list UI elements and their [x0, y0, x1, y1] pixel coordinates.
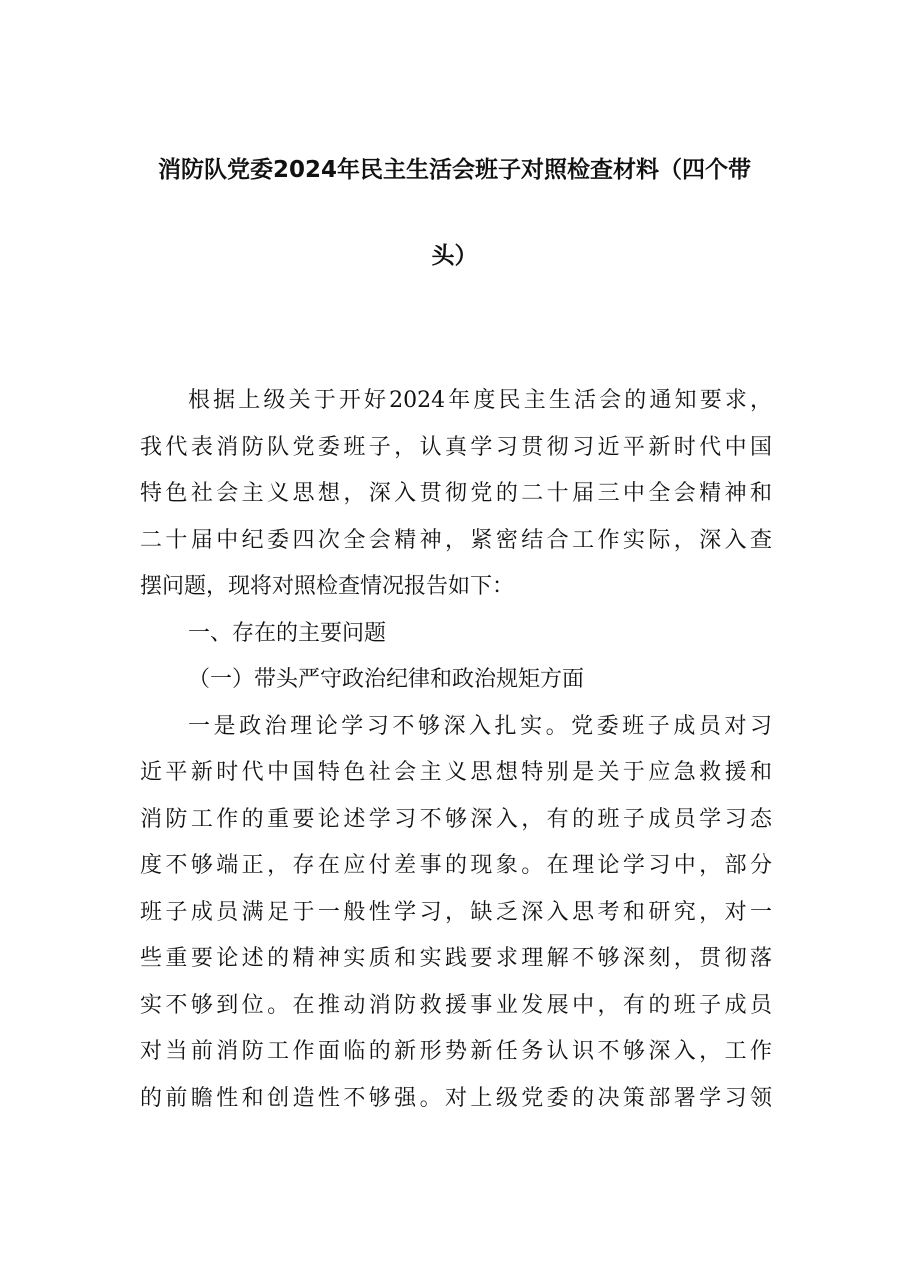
- document-title-line-2: 头）: [431, 243, 478, 269]
- intro-line: 二十届中纪委四次全会精神，紧密结合工作实际，深入查: [140, 527, 772, 553]
- paragraph-line: 一是政治理论学习不够深入扎实。党委班子成员对习: [188, 713, 772, 739]
- intro-line: 特色社会主义思想，深入贯彻党的二十届三中全会精神和: [140, 481, 772, 506]
- paragraph-line: 度不够端正，存在应付差事的现象。在理论学习中，部分: [140, 853, 772, 878]
- section-heading: 一、存在的主要问题: [188, 620, 387, 646]
- intro-line: 摆问题，现将对照检查情况报告如下：: [140, 574, 515, 599]
- paragraph-line: 对当前消防工作面临的新形势新任务认识不够深入，工作: [140, 1039, 772, 1064]
- paragraph-line: 实不够到位。在推动消防救援事业发展中，有的班子成员: [140, 992, 772, 1018]
- intro-line: 根据上级关于开好2024年度民主生活会的通知要求，: [188, 388, 772, 413]
- document-body: [140, 378, 772, 1122]
- intro-line: 我代表消防队党委班子，认真学习贯彻习近平新时代中国: [140, 434, 772, 460]
- subsection-heading: （一）带头严守政治纪律和政治规矩方面: [188, 667, 585, 692]
- paragraph-line: 班子成员满足于一般性学习，缺乏深入思考和研究，对一: [140, 899, 772, 925]
- paragraph-line: 消防工作的重要论述学习不够深入，有的班子成员学习态: [140, 806, 772, 832]
- paragraph-line: 的前瞻性和创造性不够强。对上级党委的决策部署学习领: [140, 1085, 772, 1111]
- paragraph-line: 些重要论述的精神实质和实践要求理解不够深刻，贯彻落: [140, 946, 772, 971]
- document-title-line-1: 消防队党委2024年民主生活会班子对照检查材料（四个带: [157, 157, 751, 183]
- paragraph-line: 近平新时代中国特色社会主义思想特别是关于应急救援和: [140, 760, 772, 785]
